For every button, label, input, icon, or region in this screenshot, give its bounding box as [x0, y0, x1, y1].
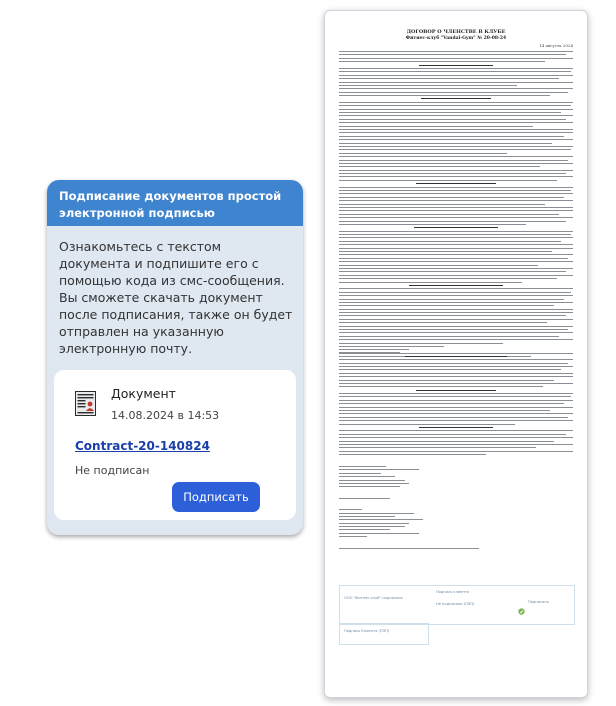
preview-doc-title: ДОГОВОР О ЧЛЕНСТВЕ В КЛУБЕ — [406, 29, 506, 35]
signature-signed: Подписано — [528, 600, 549, 604]
card-title: Подписание документов простой электронной подписью — [47, 180, 303, 226]
document-icon — [75, 391, 96, 416]
document-date: 14.08.2024 в 14:53 — [111, 409, 220, 422]
preview-requisites — [339, 466, 573, 551]
preview-doc-subtitle: Фитнес-клуб "Vandal-Gym" № 20-08-24 — [405, 36, 507, 41]
document-title: Документ — [111, 386, 176, 401]
signing-card — [47, 180, 303, 535]
document-link[interactable]: Contract-20-140824 — [75, 439, 210, 453]
document-box — [54, 370, 296, 520]
document-preview[interactable] — [324, 10, 588, 698]
signature-client-row — [339, 623, 429, 645]
preview-paragraph — [339, 51, 573, 360]
check-icon — [518, 600, 525, 619]
signature-client-label: Подпись клиента — [436, 590, 469, 594]
signature-client-status: Не подписано (ПЭП) — [436, 602, 475, 606]
preview-paragraph-2 — [339, 349, 573, 458]
signature-table — [339, 585, 575, 625]
document-status: Не подписан — [75, 464, 150, 477]
card-description: Ознакомьтесь с текстом документа и подпишите его с помощью кода из смс-сообщения. Вы сможете скачать документ после подписания, также он будет отправлен на указанную электронную почту. — [59, 239, 293, 356]
signature-company: ООО "Фитнес-клуб" подписано — [344, 596, 403, 600]
sign-button[interactable]: Подписать — [172, 482, 260, 512]
preview-date: 14 августа 2024 — [539, 43, 573, 48]
signature-client-pep: Подпись Клиента (ПЭП) — [344, 629, 390, 633]
